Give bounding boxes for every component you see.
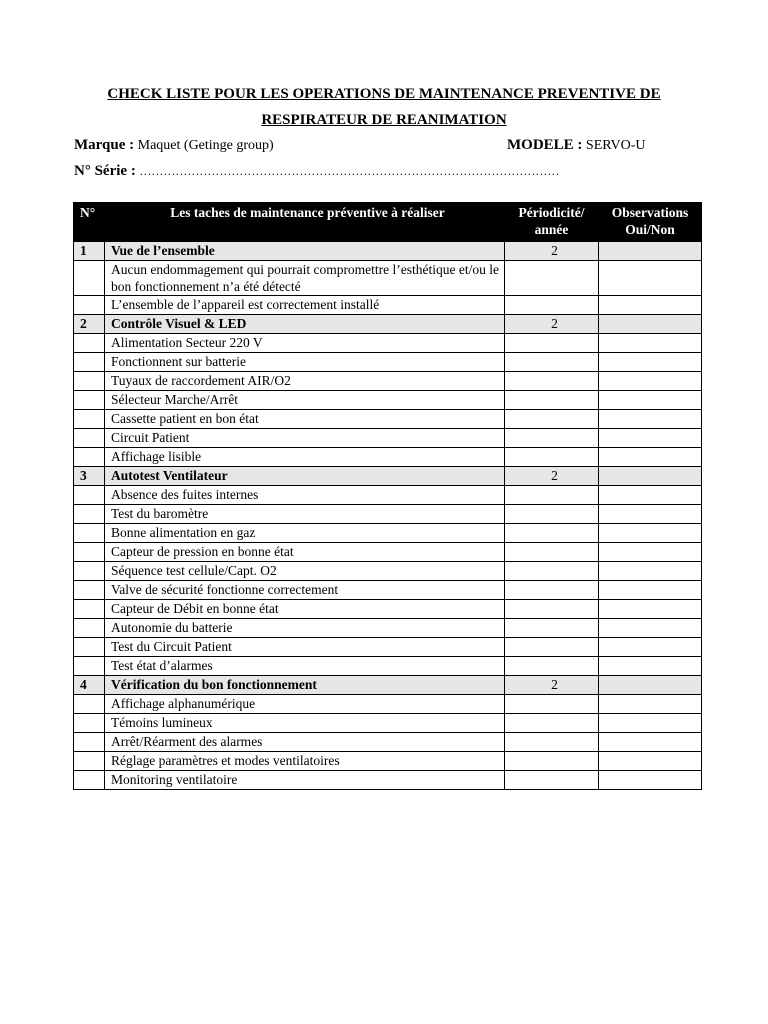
header-periodicite: Périodicité/ année: [505, 203, 599, 242]
task-label: Cassette patient en bon état: [105, 410, 505, 429]
task-number-cell: [74, 372, 105, 391]
task-label: Affichage alphanumérique: [105, 695, 505, 714]
task-number-cell: [74, 600, 105, 619]
task-observation-cell[interactable]: [599, 372, 702, 391]
task-periodicite-cell[interactable]: [505, 486, 599, 505]
task-row: [74, 771, 702, 790]
table-header-row: [74, 203, 702, 242]
marque-label: Marque :: [74, 137, 135, 153]
task-label: Test du baromètre: [105, 505, 505, 524]
task-row: [74, 752, 702, 771]
task-row: [74, 391, 702, 410]
task-label: Alimentation Secteur 220 V: [105, 334, 505, 353]
task-number-cell: [74, 543, 105, 562]
task-row: [74, 733, 702, 752]
task-row: [74, 619, 702, 638]
task-observation-cell[interactable]: [599, 334, 702, 353]
task-observation-cell[interactable]: [599, 619, 702, 638]
task-number-cell: [74, 334, 105, 353]
task-observation-cell[interactable]: [599, 638, 702, 657]
task-label: Valve de sécurité fonctionne correctement: [105, 581, 505, 600]
section-number: 2: [74, 315, 105, 334]
section-periodicite: 2: [505, 315, 599, 334]
section-title: Contrôle Visuel & LED: [105, 315, 505, 334]
task-label: Aucun endommagement qui pourrait compromettre l’esthétique et/ou le bon fonctionnement n’a été détecté: [105, 261, 505, 296]
task-label: Tuyaux de raccordement AIR/O2: [105, 372, 505, 391]
task-number-cell: [74, 657, 105, 676]
task-periodicite-cell[interactable]: [505, 638, 599, 657]
task-label: Absence des fuites internes: [105, 486, 505, 505]
task-label: Test du Circuit Patient: [105, 638, 505, 657]
task-periodicite-cell[interactable]: [505, 372, 599, 391]
section-number: 1: [74, 242, 105, 261]
task-label: Séquence test cellule/Capt. O2: [105, 562, 505, 581]
section-observation-cell[interactable]: [599, 676, 702, 695]
task-label: Monitoring ventilatoire: [105, 771, 505, 790]
task-observation-cell[interactable]: [599, 524, 702, 543]
maintenance-checklist-table: [73, 202, 702, 790]
task-number-cell: [74, 752, 105, 771]
task-label: Fonctionnent sur batterie: [105, 353, 505, 372]
task-row: [74, 353, 702, 372]
task-periodicite-cell[interactable]: [505, 391, 599, 410]
task-label: Réglage paramètres et modes ventilatoires: [105, 752, 505, 771]
task-label: L’ensemble de l’appareil est correctement installé: [105, 296, 505, 315]
task-periodicite-cell[interactable]: [505, 562, 599, 581]
section-title: Autotest Ventilateur: [105, 467, 505, 486]
task-row: [74, 296, 702, 315]
task-periodicite-cell[interactable]: [505, 657, 599, 676]
task-periodicite-cell[interactable]: [505, 261, 599, 296]
task-periodicite-cell[interactable]: [505, 714, 599, 733]
task-row: [74, 581, 702, 600]
task-row: [74, 562, 702, 581]
task-row: [74, 638, 702, 657]
task-row: [74, 524, 702, 543]
section-observation-cell[interactable]: [599, 467, 702, 486]
task-observation-cell[interactable]: [599, 562, 702, 581]
task-row: [74, 410, 702, 429]
task-number-cell: [74, 619, 105, 638]
task-periodicite-cell[interactable]: [505, 581, 599, 600]
task-periodicite-cell[interactable]: [505, 334, 599, 353]
task-row: [74, 486, 702, 505]
section-row: [74, 242, 702, 261]
task-observation-cell[interactable]: [599, 353, 702, 372]
section-title: Vérification du bon fonctionnement: [105, 676, 505, 695]
task-observation-cell[interactable]: [599, 752, 702, 771]
section-observation-cell[interactable]: [599, 315, 702, 334]
task-periodicite-cell[interactable]: [505, 771, 599, 790]
task-observation-cell[interactable]: [599, 261, 702, 296]
section-row: [74, 315, 702, 334]
task-observation-cell[interactable]: [599, 771, 702, 790]
task-number-cell: [74, 353, 105, 372]
section-periodicite: 2: [505, 676, 599, 695]
marque-field: [74, 136, 274, 155]
task-number-cell: [74, 695, 105, 714]
modele-label: MODELE :: [507, 137, 583, 153]
task-row: [74, 714, 702, 733]
section-row: [74, 467, 702, 486]
task-number-cell: [74, 771, 105, 790]
task-label: Capteur de Débit en bonne état: [105, 600, 505, 619]
task-number-cell: [74, 410, 105, 429]
task-row: [74, 261, 702, 296]
task-observation-cell[interactable]: [599, 695, 702, 714]
task-number-cell: [74, 486, 105, 505]
task-number-cell: [74, 448, 105, 467]
task-label: Circuit Patient: [105, 429, 505, 448]
task-number-cell: [74, 581, 105, 600]
task-observation-cell[interactable]: [599, 600, 702, 619]
section-number: 4: [74, 676, 105, 695]
task-periodicite-cell[interactable]: [505, 429, 599, 448]
task-number-cell: [74, 505, 105, 524]
document-title-line-2: RESPIRATEUR DE REANIMATION: [261, 112, 507, 128]
task-observation-cell[interactable]: [599, 505, 702, 524]
task-periodicite-cell[interactable]: [505, 543, 599, 562]
task-number-cell: [74, 638, 105, 657]
serie-value: ……………………………………………………………………………………………: [139, 164, 560, 178]
task-number-cell: [74, 524, 105, 543]
task-observation-cell[interactable]: [599, 581, 702, 600]
table-body: [74, 242, 702, 790]
task-periodicite-cell[interactable]: [505, 695, 599, 714]
task-periodicite-cell[interactable]: [505, 296, 599, 315]
task-periodicite-cell[interactable]: [505, 353, 599, 372]
modele-value: SERVO-U: [585, 138, 646, 153]
task-row: [74, 448, 702, 467]
task-observation-cell[interactable]: [599, 429, 702, 448]
task-observation-cell[interactable]: [599, 733, 702, 752]
task-row: [74, 695, 702, 714]
section-title: Vue de l’ensemble: [105, 242, 505, 261]
task-observation-cell[interactable]: [599, 657, 702, 676]
task-label: Arrêt/Réarment des alarmes: [105, 733, 505, 752]
task-number-cell: [74, 261, 105, 296]
task-row: [74, 543, 702, 562]
task-observation-cell[interactable]: [599, 410, 702, 429]
marque-value: Maquet (Getinge group): [137, 138, 274, 153]
task-observation-cell[interactable]: [599, 543, 702, 562]
task-observation-cell[interactable]: [599, 486, 702, 505]
serie-label: N° Série :: [74, 163, 136, 179]
task-periodicite-cell[interactable]: [505, 448, 599, 467]
task-periodicite-cell[interactable]: [505, 600, 599, 619]
task-label: Affichage lisible: [105, 448, 505, 467]
section-periodicite: 2: [505, 242, 599, 261]
task-periodicite-cell[interactable]: [505, 410, 599, 429]
task-number-cell: [74, 296, 105, 315]
task-periodicite-cell[interactable]: [505, 733, 599, 752]
task-row: [74, 600, 702, 619]
header-observations: Observations Oui/Non: [599, 203, 702, 242]
modele-field: [507, 136, 645, 155]
task-label: Bonne alimentation en gaz: [105, 524, 505, 543]
task-periodicite-cell[interactable]: [505, 505, 599, 524]
task-row: [74, 429, 702, 448]
task-label: Autonomie du batterie: [105, 619, 505, 638]
serie-field: [74, 162, 559, 181]
section-number: 3: [74, 467, 105, 486]
task-number-cell: [74, 562, 105, 581]
task-observation-cell[interactable]: [599, 296, 702, 315]
header-task: Les taches de maintenance préventive à réaliser: [105, 203, 505, 242]
section-row: [74, 676, 702, 695]
task-number-cell: [74, 733, 105, 752]
task-label: Témoins lumineux: [105, 714, 505, 733]
task-observation-cell[interactable]: [599, 714, 702, 733]
task-number-cell: [74, 391, 105, 410]
document-title-line-1: CHECK LISTE POUR LES OPERATIONS DE MAINTENANCE PREVENTIVE DE: [107, 86, 661, 102]
task-periodicite-cell[interactable]: [505, 524, 599, 543]
header-num: N°: [74, 203, 105, 242]
task-label: Capteur de pression en bonne état: [105, 543, 505, 562]
task-observation-cell[interactable]: [599, 448, 702, 467]
task-observation-cell[interactable]: [599, 391, 702, 410]
task-row: [74, 334, 702, 353]
task-row: [74, 657, 702, 676]
task-label: Sélecteur Marche/Arrêt: [105, 391, 505, 410]
task-periodicite-cell[interactable]: [505, 752, 599, 771]
task-row: [74, 372, 702, 391]
section-periodicite: 2: [505, 467, 599, 486]
task-number-cell: [74, 429, 105, 448]
section-observation-cell[interactable]: [599, 242, 702, 261]
task-label: Test état d’alarmes: [105, 657, 505, 676]
task-periodicite-cell[interactable]: [505, 619, 599, 638]
task-number-cell: [74, 714, 105, 733]
task-row: [74, 505, 702, 524]
